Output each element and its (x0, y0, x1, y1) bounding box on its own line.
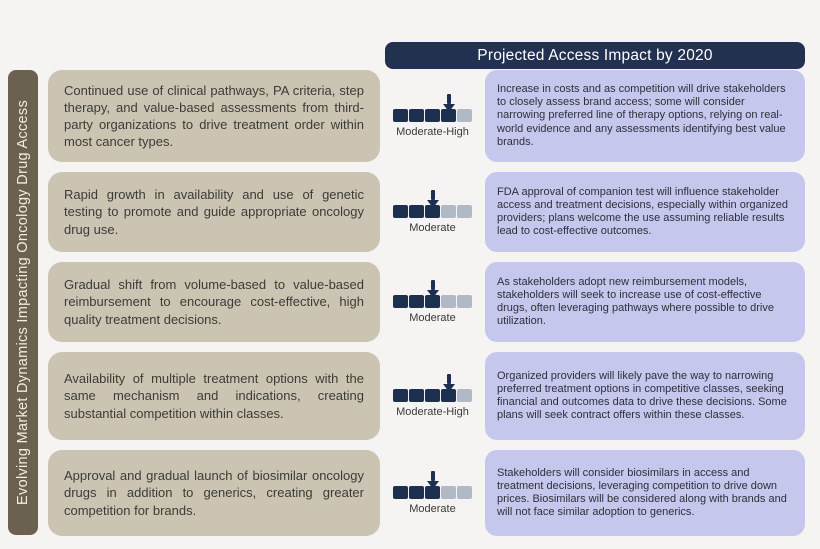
down-arrow-icon (443, 94, 455, 112)
meter-square (457, 295, 472, 308)
meter-square (425, 109, 440, 122)
page-title: Projected Access Impact by 2020 (477, 46, 713, 64)
meter-square (409, 486, 424, 499)
meter-graphic (393, 471, 472, 499)
driver-text: Continued use of clinical pathways, PA criteria, step therapy, and value-based assessments from third-party organizations to drive treatment order within most cancer types. (64, 82, 364, 150)
sidebar-category-label: Evolving Market Dynamics Impacting Oncology Drug Access (15, 100, 31, 505)
category-sidebar (8, 70, 38, 535)
impact-meter (380, 262, 485, 342)
impact-text: Stakeholders will consider biosimilars in access and treatment decisions, leveraging competition to drive down prices. Biosimilars will be considered along with brands and will not face similar adoption to generics. (497, 466, 787, 519)
dynamic-row (48, 450, 805, 536)
impact-level-label: Moderate (409, 222, 456, 234)
dynamic-row (48, 352, 805, 440)
driver-text: Rapid growth in availability and use of genetic testing to promote and guide appropriate oncology drug use. (64, 187, 364, 237)
down-arrow-icon (427, 190, 439, 208)
meter-square (425, 389, 440, 402)
meter-squares (393, 389, 472, 402)
meter-graphic (393, 280, 472, 308)
meter-square (457, 109, 472, 122)
impact-meter (380, 352, 485, 440)
dynamic-row (48, 262, 805, 342)
impact-text: Organized providers will likely pave the way to narrowing preferred treatment options in competitive classes, seeking financial and outcomes data to drive these decisions. Some plans will seek contract offers within these classes. (497, 369, 787, 422)
driver-text: Gradual shift from volume-based to value-based reimbursement to encourage cost-effective, high quality treatment decisions. (64, 277, 364, 327)
impact-meter (380, 450, 485, 536)
impact-box (485, 70, 805, 162)
impact-level-label: Moderate (409, 503, 456, 515)
down-arrow-icon (427, 280, 439, 298)
header-banner (385, 42, 805, 69)
meter-graphic (393, 374, 472, 402)
driver-box (48, 172, 380, 252)
meter-square (457, 389, 472, 402)
impact-level-label: Moderate-High (396, 126, 469, 138)
down-arrow-icon (443, 374, 455, 392)
meter-square (457, 205, 472, 218)
meter-square (393, 486, 408, 499)
impact-box (485, 172, 805, 252)
meter-graphic (393, 190, 472, 218)
impact-meter (380, 172, 485, 252)
meter-square (393, 205, 408, 218)
meter-square (409, 109, 424, 122)
impact-level-label: Moderate-High (396, 406, 469, 418)
driver-box (48, 262, 380, 342)
impact-level-label: Moderate (409, 312, 456, 324)
meter-square (393, 389, 408, 402)
meter-square (393, 295, 408, 308)
driver-box (48, 450, 380, 536)
meter-square (457, 486, 472, 499)
impact-box (485, 352, 805, 440)
meter-squares (393, 109, 472, 122)
meter-square (409, 295, 424, 308)
dynamic-row (48, 70, 805, 162)
impact-text: As stakeholders adopt new reimbursement models, stakeholders will seek to increase use of cost-effective drugs, often leveraging pathways where possible to drive utilization. (497, 275, 774, 328)
impact-text: Increase in costs and as competition will drive stakeholders to closely assess brand access; some will consider narrowing preferred line of therapy options, relying on real-world evidence and any assessments identifying best value brands. (497, 83, 786, 148)
down-arrow-icon (427, 471, 439, 489)
impact-text: FDA approval of companion test will influence stakeholder access and treatment decisions, especially within organized providers; plans welcome the use assuming reliable results lead to cost-effective outcomes. (497, 185, 789, 238)
meter-square (441, 486, 456, 499)
driver-box (48, 70, 380, 162)
meter-square (441, 295, 456, 308)
meter-square (393, 109, 408, 122)
meter-square (409, 205, 424, 218)
meter-square (441, 205, 456, 218)
impact-meter (380, 70, 485, 162)
driver-box (48, 352, 380, 440)
meter-graphic (393, 94, 472, 122)
driver-text: Approval and gradual launch of biosimilar oncology drugs in addition to generics, creating greater competition for brands. (64, 468, 364, 518)
rows-container (48, 70, 805, 546)
dynamic-row (48, 172, 805, 252)
impact-box (485, 450, 805, 536)
impact-box (485, 262, 805, 342)
meter-square (409, 389, 424, 402)
driver-text: Availability of multiple treatment options with the same mechanism and indications, creating substantial competition within classes. (64, 371, 364, 421)
